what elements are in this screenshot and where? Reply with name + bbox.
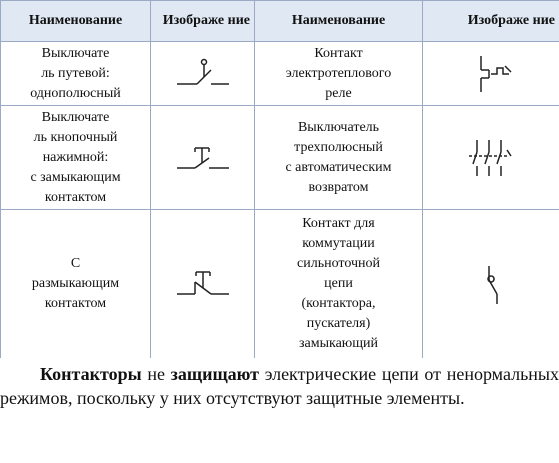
row3-left-name: С размыкающим контактом [1,210,151,358]
three-pole-switch-auto-return-icon [423,106,559,210]
word-not: не [147,364,165,384]
row2-right-name: Выключатель трехполюсный с автоматическим возвратом [255,106,423,210]
body-paragraph [0,362,559,410]
header-image-left: Изображе ние [151,1,255,42]
push-button-nc-contact-icon [151,210,255,358]
word-protect: защищают [170,364,259,384]
contactor-no-contact-icon [423,210,559,358]
term-contactors: Контакторы [40,364,142,384]
row2-left-name: Выключате ль кнопочный нажимной: с замыкающим контактом [1,106,151,210]
paragraph-rest: электрические цепи от ненормальных режимов, поскольку у них отсутствуют защитные элементы. [0,364,559,408]
table-row [1,106,559,210]
push-button-no-contact-icon [151,106,255,210]
thermal-relay-contact-icon [423,42,559,106]
header-name-right: Наименование [255,1,423,42]
row1-right-name: Контакт электротеплового реле [255,42,423,106]
table-row [1,210,559,358]
row1-left-name: Выключате ль путевой: однополюсный [1,42,151,106]
header-name-left: Наименование [1,1,151,42]
row3-right-name: Контакт для коммутации сильноточной цепи (контактора, пускателя) замыкающий [255,210,423,358]
limit-switch-single-pole-icon [151,42,255,106]
table-header-row [1,1,559,42]
table-row [1,42,559,106]
header-image-right: Изображе ние [423,1,559,42]
